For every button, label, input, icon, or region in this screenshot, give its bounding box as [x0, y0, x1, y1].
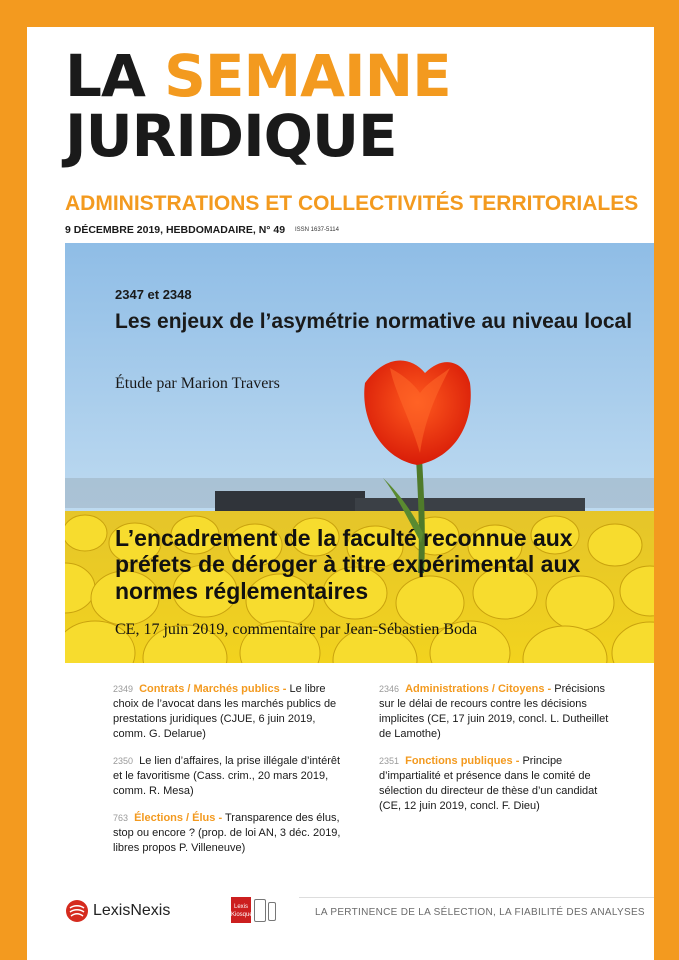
lexisnexis-icon	[65, 899, 89, 923]
hero-image	[65, 243, 654, 663]
summary-item	[113, 682, 343, 742]
article-2-title: L’encadrement de la faculté reconnue aux préfets de déroger à titre expérimental aux normes réglementaires	[115, 525, 581, 604]
item-category: Administrations / Citoyens -	[405, 683, 552, 695]
kiosque-label-top: Lexis	[233, 904, 248, 910]
item-category: Élections / Élus -	[134, 811, 223, 824]
kiosque-logo	[231, 897, 251, 923]
article-2-byline: CE, 17 juin 2019, commentaire par Jean-Sébastien Boda	[115, 621, 478, 638]
article-1-title: Les enjeux de l’asymétrie normative au niveau local	[115, 310, 633, 333]
cover-content	[27, 27, 654, 960]
tablet-icon	[254, 899, 266, 922]
masthead	[65, 42, 451, 170]
item-number: 2346	[379, 684, 400, 694]
article-1-numbers: 2347 et 2348	[115, 287, 192, 302]
summary-item	[113, 754, 343, 799]
masthead-word-juridique: JURIDIQUE	[65, 102, 397, 170]
phone-icon	[268, 902, 276, 921]
item-number: 763	[113, 812, 129, 823]
masthead-word-la: LA	[65, 42, 145, 110]
item-text: Le lien d’affaires, la prise illégale d’intérêt et le favoritisme (Cass. crim., 20 mars 2019, comm. R. Mesa)	[113, 754, 341, 797]
item-text: Principe d’impartialité et présence dans le comité de sélection du directeur de thèse d’un candidat (CE, 12 juin 2019, concl. F. Dieu)	[379, 754, 598, 812]
issn: ISSN 1637-5114	[295, 227, 339, 233]
summary-item	[379, 754, 619, 814]
item-text: Précisions sur le délai de recours contre les décisions implicites (CE, 17 juin 2019, concl. L. Dutheillet de Lamothe)	[379, 683, 609, 740]
publisher-name: LexisNexis	[93, 902, 171, 919]
summary-column-right	[379, 682, 619, 826]
item-number: 2349	[113, 684, 134, 694]
publication-subtitle: ADMINISTRATIONS ET COLLECTIVITÉS TERRITORIALES	[65, 192, 639, 215]
item-text: Le libre choix de l’avocat dans les marchés publics de prestations juridiques (CJUE, 6 juin 2019, comm. G. Delarue)	[113, 683, 337, 740]
item-number: 2351	[379, 755, 400, 766]
masthead-line-1	[65, 42, 451, 110]
issue-info: 9 DÉCEMBRE 2019, HEBDOMADAIRE, N° 49	[65, 224, 286, 236]
summary-item	[113, 811, 343, 856]
summary-column-left	[113, 682, 343, 868]
footer-divider	[299, 897, 654, 898]
tagline: LA PERTINENCE DE LA SÉLECTION, LA FIABILITÉ DES ANALYSES	[315, 907, 645, 918]
item-category: Fonctions publiques -	[405, 754, 520, 767]
item-text: Transparence des élus, stop ou encore ? (prop. de loi AN, 3 déc. 2019, libres propos P. Villeneuve)	[113, 811, 341, 854]
kiosque-label-bottom: Kiosque	[231, 912, 253, 918]
summary-item	[379, 682, 619, 742]
article-1-byline: Étude par Marion Travers	[115, 375, 280, 392]
item-number: 2350	[113, 755, 134, 766]
masthead-word-semaine: SEMAINE	[164, 42, 451, 110]
item-category: Contrats / Marchés publics -	[139, 683, 287, 695]
lexis-kiosque-badge	[231, 897, 279, 923]
